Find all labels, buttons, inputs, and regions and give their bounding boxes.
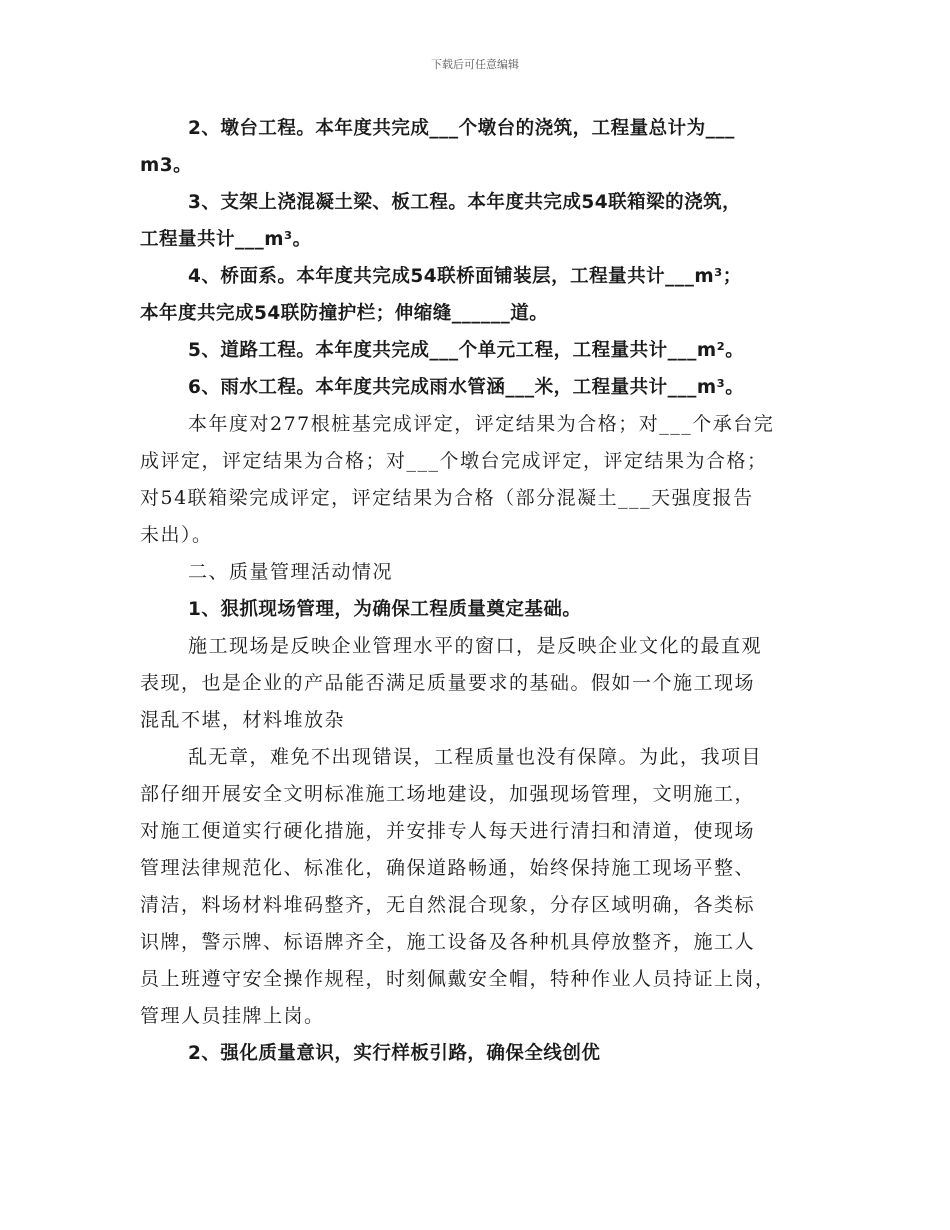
text-line: 对施工便道实行硬化措施，并安排专人每天进行清扫和清道，使现场 [140,820,756,842]
text-line: 对54联箱梁完成评定，评定结果为合格（部分混凝土___天强度报告 [140,487,754,509]
text-line: 乱无章，难免不出现错误，工程质量也没有保障。为此，我项目 [188,746,763,768]
text-line: 1、狠抓现场管理，为确保工程质量奠定基础。 [188,599,582,620]
text-line: 混乱不堪，材料堆放杂 [140,709,346,731]
text-line: 工程量共计___m³。 [140,229,312,250]
text-line: 成评定，评定结果为合格；对___个墩台完成评定，评定结果为合格； [140,450,768,472]
text-line: 2、墩台工程。本年度共完成___个墩台的浇筑，工程量总计为___ [188,118,735,139]
page-header: 下载后可任意编辑 [431,58,519,71]
document-body [140,110,816,1072]
text-line: 本年度对277根桩基完成评定，评定结果为合格；对___个承台完 [188,413,775,435]
text-line: 部仔细开展安全文明标准施工场地建设，加强现场管理，文明施工， [140,783,756,805]
text-line: 二、质量管理活动情况 [188,561,394,583]
text-line: 员上班遵守安全操作规程，时刻佩戴安全帽，特种作业人员持证上岗， [140,968,776,990]
text-line: 本年度共完成54联防撞护栏；伸缩缝______道。 [140,303,549,324]
text-line: 施工现场是反映企业管理水平的窗口，是反映企业文化的最直观 [188,635,763,657]
text-line: 清洁，料场材料堆码整齐，无自然混合现象，分存区域明确，各类标 [140,894,756,916]
text-line: 识牌，警示牌、标语牌齐全，施工设备及各种机具停放整齐，施工人 [140,931,756,953]
text-line: 4、桥面系。本年度共完成54联桥面铺装层，工程量共计___m³； [188,266,742,287]
text-line: 管理人员挂牌上岗。 [140,1005,325,1027]
text-line: 未出）。 [140,524,213,546]
text-line: 6、雨水工程。本年度共完成雨水管涵___米，工程量共计___m³。 [188,377,745,398]
text-line: 表现，也是企业的产品能否满足质量要求的基础。假如一个施工现场 [140,672,756,694]
text-line: 3、支架上浇混凝土梁、板工程。本年度共完成54联箱梁的浇筑， [188,192,742,213]
text-line: 5、道路工程。本年度共完成___个单元工程，工程量共计___m²。 [188,340,745,361]
text-line: m3。 [140,155,193,176]
text-line: 管理法律规范化、标准化，确保道路畅通，始终保持施工现场平整、 [140,857,756,879]
text-line: 2、强化质量意识，实行样板引路，确保全线创优 [188,1043,601,1064]
